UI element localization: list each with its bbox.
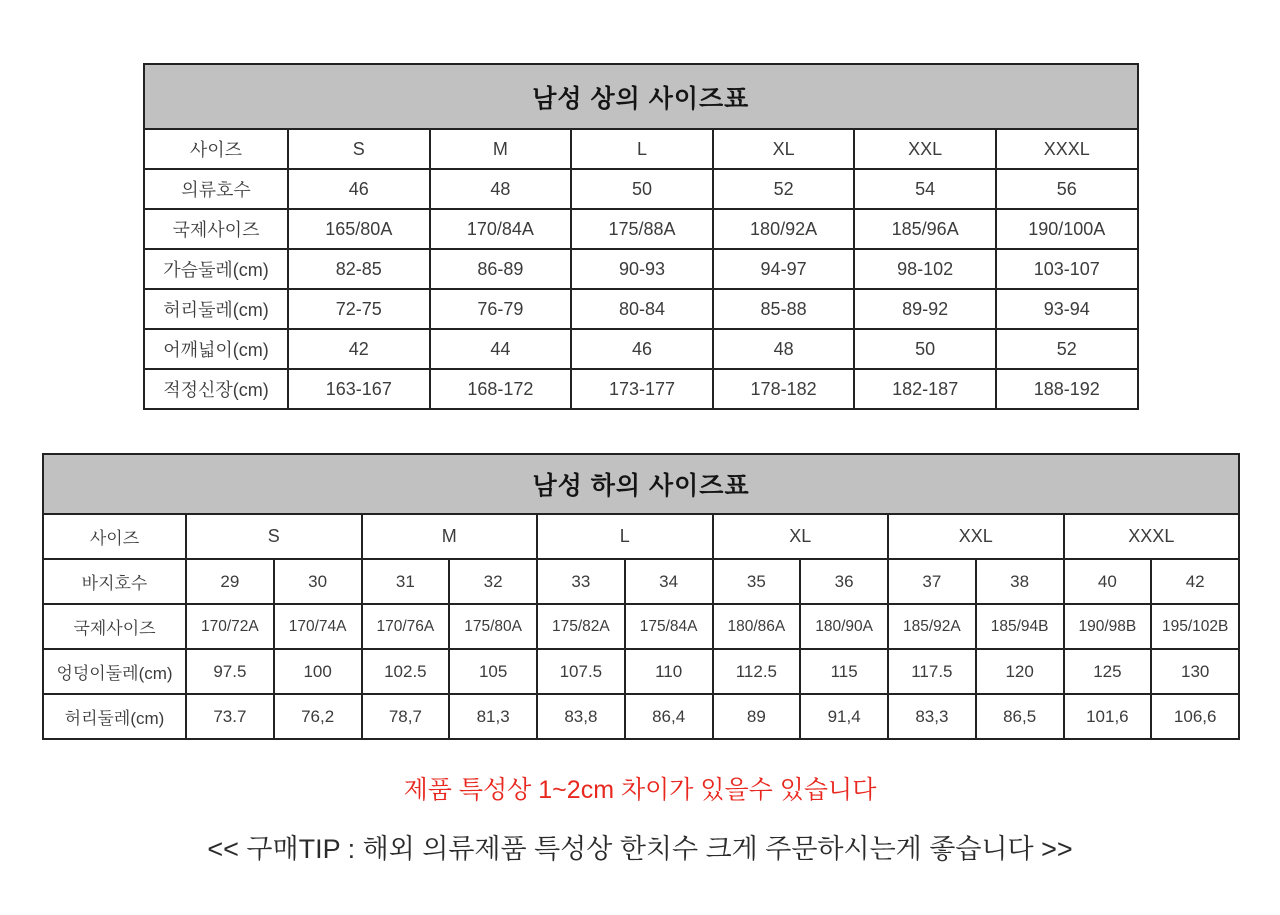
data-cell: 94-97 xyxy=(713,249,855,289)
top-table-title: 남성 상의 사이즈표 xyxy=(144,64,1138,129)
table-row xyxy=(144,169,1138,209)
data-cell: 107.5 xyxy=(537,649,625,694)
data-cell: 185/92A xyxy=(888,604,976,649)
data-cell: 35 xyxy=(713,559,801,604)
table-title-row xyxy=(43,454,1239,514)
data-cell: 90-93 xyxy=(571,249,713,289)
table-row xyxy=(144,369,1138,409)
data-cell: 100 xyxy=(274,649,362,694)
data-cell: 30 xyxy=(274,559,362,604)
data-cell: 102.5 xyxy=(362,649,450,694)
data-cell: XXXL xyxy=(996,129,1138,169)
mens-bottom-size-table xyxy=(42,453,1240,740)
data-cell: 31 xyxy=(362,559,450,604)
data-cell: XL xyxy=(713,514,889,559)
data-cell: 56 xyxy=(996,169,1138,209)
data-cell: 101,6 xyxy=(1064,694,1152,739)
data-cell: 170/72A xyxy=(186,604,274,649)
table-row xyxy=(144,249,1138,289)
row-label-cell: 바지호수 xyxy=(43,559,186,604)
row-label-cell: 국제사이즈 xyxy=(144,209,288,249)
data-cell: 34 xyxy=(625,559,713,604)
row-label-cell: 어깨넓이(cm) xyxy=(144,329,288,369)
data-cell: 93-94 xyxy=(996,289,1138,329)
row-label-cell: 엉덩이둘레(cm) xyxy=(43,649,186,694)
data-cell: 80-84 xyxy=(571,289,713,329)
data-cell: XL xyxy=(713,129,855,169)
data-cell: 85-88 xyxy=(713,289,855,329)
data-cell: 52 xyxy=(996,329,1138,369)
data-cell: 163-167 xyxy=(288,369,430,409)
data-cell: 98-102 xyxy=(854,249,996,289)
table-title-row xyxy=(144,64,1138,129)
data-cell: 46 xyxy=(288,169,430,209)
data-cell: 175/88A xyxy=(571,209,713,249)
data-cell: 175/82A xyxy=(537,604,625,649)
data-cell: 36 xyxy=(800,559,888,604)
data-cell: 170/74A xyxy=(274,604,362,649)
table-row xyxy=(43,604,1239,649)
data-cell: 105 xyxy=(449,649,537,694)
data-cell: L xyxy=(571,129,713,169)
data-cell: 86,4 xyxy=(625,694,713,739)
table-row xyxy=(144,289,1138,329)
data-cell: 42 xyxy=(288,329,430,369)
data-cell: 182-187 xyxy=(854,369,996,409)
data-cell: 76-79 xyxy=(430,289,572,329)
data-cell: S xyxy=(186,514,362,559)
data-cell: 50 xyxy=(854,329,996,369)
data-cell: 89-92 xyxy=(854,289,996,329)
data-cell: 170/76A xyxy=(362,604,450,649)
data-cell: 83,3 xyxy=(888,694,976,739)
row-label-cell: 적정신장(cm) xyxy=(144,369,288,409)
data-cell: 165/80A xyxy=(288,209,430,249)
row-label-cell: 가슴둘레(cm) xyxy=(144,249,288,289)
table-row xyxy=(144,329,1138,369)
bottom-table-title: 남성 하의 사이즈표 xyxy=(43,454,1239,514)
data-cell: 81,3 xyxy=(449,694,537,739)
data-cell: 78,7 xyxy=(362,694,450,739)
table-row xyxy=(43,694,1239,739)
data-cell: 50 xyxy=(571,169,713,209)
mens-top-size-table xyxy=(143,63,1139,410)
data-cell: 42 xyxy=(1151,559,1239,604)
data-cell: 117.5 xyxy=(888,649,976,694)
data-cell: 103-107 xyxy=(996,249,1138,289)
data-cell: XXXL xyxy=(1064,514,1240,559)
data-cell: 112.5 xyxy=(713,649,801,694)
data-cell: 120 xyxy=(976,649,1064,694)
data-cell: M xyxy=(430,129,572,169)
row-label-cell: 의류호수 xyxy=(144,169,288,209)
data-cell: S xyxy=(288,129,430,169)
data-cell: 86-89 xyxy=(430,249,572,289)
data-cell: 175/80A xyxy=(449,604,537,649)
size-header-row xyxy=(43,514,1239,559)
size-header-row xyxy=(144,129,1138,169)
row-label-cell: 허리둘레(cm) xyxy=(144,289,288,329)
data-cell: 190/98B xyxy=(1064,604,1152,649)
data-cell: 173-177 xyxy=(571,369,713,409)
data-cell: 185/94B xyxy=(976,604,1064,649)
row-label-cell: 허리둘레(cm) xyxy=(43,694,186,739)
data-cell: 44 xyxy=(430,329,572,369)
data-cell: 33 xyxy=(537,559,625,604)
data-cell: 72-75 xyxy=(288,289,430,329)
data-cell: 37 xyxy=(888,559,976,604)
table-row xyxy=(43,559,1239,604)
data-cell: 52 xyxy=(713,169,855,209)
data-cell: 48 xyxy=(430,169,572,209)
data-cell: 180/90A xyxy=(800,604,888,649)
data-cell: XXL xyxy=(854,129,996,169)
tolerance-notice: 제품 특성상 1~2cm 차이가 있을수 있습니다 xyxy=(403,776,877,804)
data-cell: L xyxy=(537,514,713,559)
table-row xyxy=(43,649,1239,694)
data-cell: 175/84A xyxy=(625,604,713,649)
data-cell: 29 xyxy=(186,559,274,604)
row-label-cell: 국제사이즈 xyxy=(43,604,186,649)
data-cell: 89 xyxy=(713,694,801,739)
data-cell: 73.7 xyxy=(186,694,274,739)
purchase-tip-notice: << 구매TIP : 해외 의류제품 특성상 한치수 크게 주문하시는게 좋습니다 >> xyxy=(207,834,1073,864)
data-cell: 83,8 xyxy=(537,694,625,739)
data-cell: 106,6 xyxy=(1151,694,1239,739)
data-cell: 46 xyxy=(571,329,713,369)
data-cell: 185/96A xyxy=(854,209,996,249)
data-cell: 110 xyxy=(625,649,713,694)
data-cell: 188-192 xyxy=(996,369,1138,409)
data-cell: 86,5 xyxy=(976,694,1064,739)
data-cell: 48 xyxy=(713,329,855,369)
data-cell: 125 xyxy=(1064,649,1152,694)
data-cell: 168-172 xyxy=(430,369,572,409)
data-cell: 195/102B xyxy=(1151,604,1239,649)
data-cell: 97.5 xyxy=(186,649,274,694)
row-label-cell: 사이즈 xyxy=(144,129,288,169)
data-cell: 180/92A xyxy=(713,209,855,249)
data-cell: 32 xyxy=(449,559,537,604)
data-cell: 40 xyxy=(1064,559,1152,604)
data-cell: XXL xyxy=(888,514,1064,559)
data-cell: 130 xyxy=(1151,649,1239,694)
data-cell: 76,2 xyxy=(274,694,362,739)
table-row xyxy=(144,209,1138,249)
data-cell: 82-85 xyxy=(288,249,430,289)
data-cell: 91,4 xyxy=(800,694,888,739)
data-cell: 180/86A xyxy=(713,604,801,649)
data-cell: 54 xyxy=(854,169,996,209)
data-cell: 115 xyxy=(800,649,888,694)
row-label-cell: 사이즈 xyxy=(43,514,186,559)
data-cell: M xyxy=(362,514,538,559)
data-cell: 170/84A xyxy=(430,209,572,249)
data-cell: 38 xyxy=(976,559,1064,604)
data-cell: 178-182 xyxy=(713,369,855,409)
data-cell: 190/100A xyxy=(996,209,1138,249)
